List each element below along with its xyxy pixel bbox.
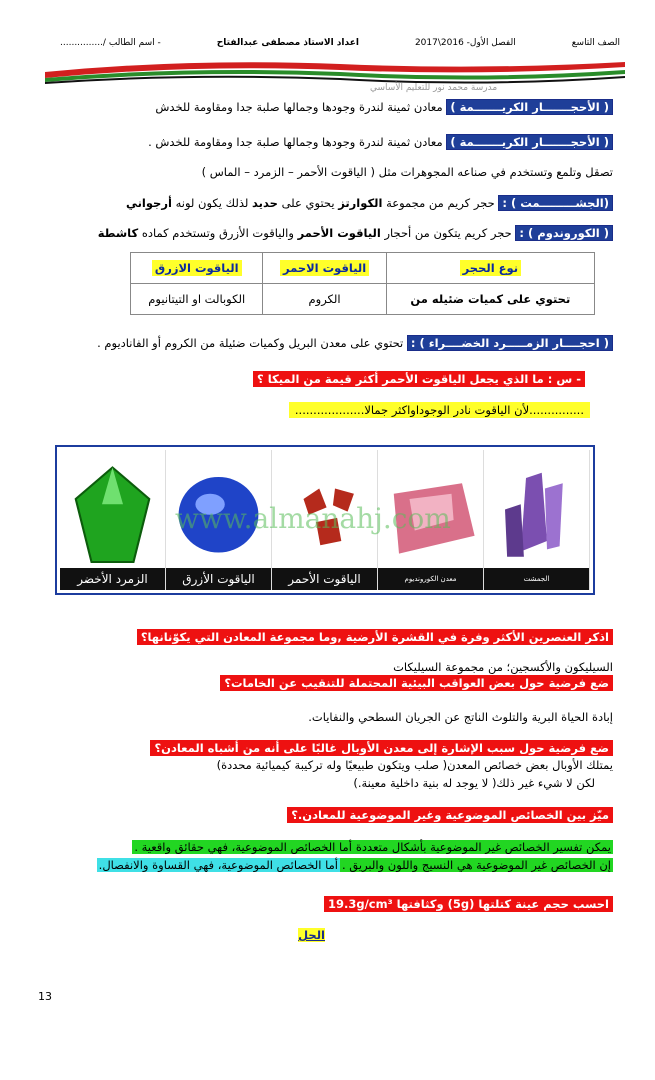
bold-purple: أرجواني — [125, 196, 172, 210]
answer-5-part: أما الخصائص الموضوعية، فهي حقائق واقعية . — [134, 840, 352, 854]
question-4 — [150, 741, 613, 755]
page-header — [60, 38, 620, 48]
gem-photo-caption: الجمشت — [484, 568, 589, 590]
table-row — [131, 284, 595, 315]
answer-5-line-2 — [97, 858, 613, 872]
emerald-line — [97, 336, 613, 350]
question-4-text: ضع فرضية حول سبب الإشارة إلى معدن الأوبال غالبًا على أنه من أشباه المعادن؟ — [150, 740, 613, 756]
question-3-text: ضع فرضية حول بعض العواقب البيئية المحتملة للتنقيب عن الخامات؟ — [220, 675, 613, 691]
solution-label: الحل — [298, 928, 325, 942]
question-1-text: - س : ما الذي يجعل الياقوت الأحمر أكثر قيمة من الميكا ؟ — [253, 371, 585, 387]
term-precious-stones-2: ( الأحجـــــــار الكريـــــــمة ) — [446, 134, 613, 150]
question-2 — [137, 630, 613, 644]
gem-photo-caption: الياقوت الأحمر — [272, 568, 377, 590]
table-header: الياقوت الازرق — [131, 253, 263, 284]
answer-1 — [289, 403, 590, 417]
usage-line: تصقل وتلمع وتستخدم في صناعه المجوهرات مثل ( الياقوت الأحمر – الزمرد – الماس ) — [201, 165, 613, 179]
term-amethyst: (الجشـــــــــمت ) : — [498, 195, 613, 211]
answer-5-part: يمكن تفسير الخصائص غير الموضوعية بأشكال متعددة — [355, 840, 611, 854]
bold-ruby: الياقوت الأحمر — [297, 226, 381, 240]
text-part: والياقوت الأزرق وتستخدم كماده — [141, 226, 294, 240]
term-emerald: ( احجــــار الزمـــــرد الخضــــراء ) : — [407, 335, 613, 351]
gem-photo-caption: الياقوت الأزرق — [166, 568, 271, 590]
question-2-text: اذكر العنصرين الأكثر وفرة في القشرة الأرضية ,وما مجموعة المعادن التي يكوّنانها؟ — [137, 629, 613, 645]
watermark: www.almanahj.com — [175, 502, 451, 535]
term-precious-stones: ( الأحجـــــــار الكريـــــــمة ) — [446, 99, 613, 115]
term-corundum: ( الكوروندوم ) : — [515, 225, 613, 241]
definition-text: معادن ثمينة لندرة وجودها وجمالها صلبة جدا ومقاومة للخدش — [155, 100, 443, 114]
question-6 — [324, 897, 613, 911]
question-1 — [253, 372, 585, 386]
emerald-text: تحتوي على معدن البريل وكميات ضئيلة من الكروم أو الفاناديوم . — [97, 336, 404, 350]
gem-photo — [484, 450, 590, 590]
definition-line-2 — [148, 135, 613, 149]
school-banner-logo — [40, 58, 630, 94]
amethyst-line — [126, 196, 613, 210]
corundum-line — [98, 226, 613, 240]
answer-3: إبادة الحياة البرية والتلوث الناتج عن الجريان السطحي والنفايات. — [308, 710, 613, 724]
question-5-text: ميّز بين الخصائص الموضوعية وغير الموضوعية للمعادن.؟ — [287, 807, 613, 823]
text-part: حجر كريم يتكون من أحجار — [384, 226, 512, 240]
answer-5-part: أما الخصائص الموضوعية، فهي القساوة والانفصال. — [98, 858, 338, 872]
banner-text: مدرسة محمد نور للتعليم الأساسي — [370, 83, 498, 93]
answer-5-part: إن الخصائص غير الموضوعية هي النسيج واللون والبريق . — [341, 858, 611, 872]
text-part: لذلك يكون لونه — [175, 196, 249, 210]
table-cell: الكوبالت او التيتانيوم — [131, 284, 263, 315]
gem-photo — [60, 450, 166, 590]
teacher-label: اعداد الاستاذ مصطفى عبدالفتاح — [216, 38, 359, 48]
definition-text: معادن ثمينة لندرة وجودها وجمالها صلبة جدا ومقاومة للخدش . — [148, 135, 443, 149]
answer-4-line-2: لكن لا شيء غير ذلك( لا يوجد له بنية داخلية معينة.) — [353, 776, 595, 790]
text-part: حجر كريم من مجموعة — [386, 196, 495, 210]
question-3 — [220, 676, 613, 690]
definition-line-1 — [155, 100, 613, 114]
table-cell: تحتوي على كميات ضئيله من — [386, 284, 594, 315]
page-number: 13 — [38, 990, 52, 1003]
gem-photo-caption: الزمرد الأخضر — [60, 568, 165, 590]
answer-1-text: ...............لأن الياقوت نادر الوجوداواكثر جمالا................... — [289, 402, 590, 418]
grade-label: الصف التاسع — [571, 38, 620, 48]
table-cell: الكروم — [263, 284, 386, 315]
term-label: الفصل الأول- 2016\2017 — [414, 38, 516, 48]
bold-iron: حديد — [252, 196, 278, 210]
answer-5-line-1 — [132, 840, 613, 854]
bold-quartz: الكوارتز — [338, 196, 383, 210]
question-6-text: احسب حجم عينة كتلتها (5g) وكثافتها 19.3g/cm³ — [324, 896, 613, 912]
answer-4-line-1: يمتلك الأوبال بعض خصائص المعدن( صلب ويتكون طبيعيًا وله تركيبة كيميائية محددة) — [216, 758, 613, 772]
gem-photo-caption: معدن الكورونديوم — [378, 568, 483, 590]
answer-2: السيليكون والأكسجين؛ من مجموعة السيليكات — [393, 660, 613, 674]
table-header-row — [131, 253, 595, 284]
bold-abrasive: كاشطة — [97, 226, 139, 240]
table-header: نوع الحجر — [386, 253, 594, 284]
table-header: الياقوت الاحمر — [263, 253, 386, 284]
gem-comparison-table — [130, 252, 595, 315]
question-5 — [287, 808, 613, 822]
text-part: يحتوي على — [281, 196, 335, 210]
student-name-field: - اسم الطالب /............... — [60, 38, 161, 48]
